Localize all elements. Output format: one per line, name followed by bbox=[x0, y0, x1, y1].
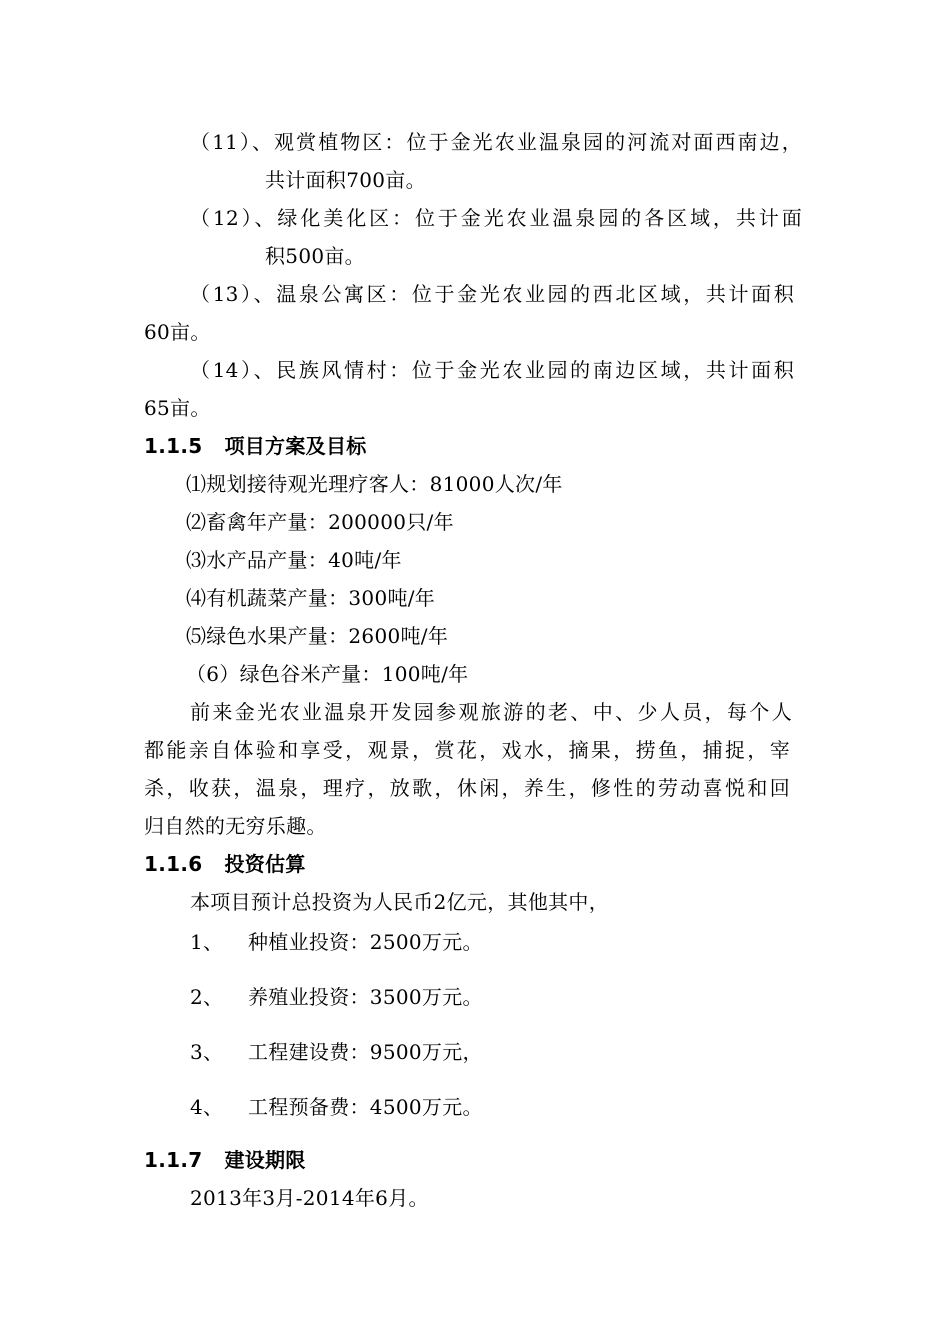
investment-item-4 bbox=[190, 1095, 483, 1119]
section-117-title: 建设期限 bbox=[224, 1148, 306, 1172]
zone-13-line1: （13）、温泉公寓区：位于金光农业园的西北区域，共计面积 bbox=[190, 282, 794, 306]
paragraph-line-2: 都能亲自体验和享受，观景，赏花，戏水，摘果，捞鱼，捕捉，宰 bbox=[144, 738, 790, 762]
target-item-2: ⑵畜禽年产量：200000只/年 bbox=[186, 510, 454, 534]
investment-item-2-number: 2、 bbox=[190, 985, 224, 1009]
section-115-number: 1.1.5 bbox=[144, 434, 203, 458]
construction-period: 2013年3月-2014年6月。 bbox=[190, 1186, 429, 1210]
target-item-6: （6）绿色谷米产量：100吨/年 bbox=[186, 662, 469, 686]
zone-13-line2: 60亩。 bbox=[144, 320, 211, 344]
zone-12-line1: （12）、绿化美化区：位于金光农业温泉园的各区域，共计面 bbox=[190, 206, 802, 230]
target-item-3: ⑶水产品产量：40吨/年 bbox=[186, 548, 402, 572]
target-item-4: ⑷有机蔬菜产量：300吨/年 bbox=[186, 586, 436, 610]
investment-item-1-text: 种植业投资：2500万元。 bbox=[248, 930, 483, 954]
zone-11-line1: （11）、观赏植物区：位于金光农业温泉园的河流对面西南边， bbox=[190, 130, 802, 154]
investment-intro: 本项目预计总投资为人民币2亿元，其他其中， bbox=[190, 890, 610, 914]
investment-item-1 bbox=[190, 930, 483, 954]
section-115-title: 项目方案及目标 bbox=[224, 434, 367, 458]
investment-item-3-number: 3、 bbox=[190, 1040, 224, 1064]
section-116-heading bbox=[144, 852, 306, 876]
section-116-number: 1.1.6 bbox=[144, 852, 203, 876]
investment-item-1-number: 1、 bbox=[190, 930, 224, 954]
investment-item-3-text: 工程建设费：9500万元， bbox=[248, 1040, 483, 1064]
investment-item-3 bbox=[190, 1040, 483, 1064]
zone-14-line1: （14）、民族风情村：位于金光农业园的南边区域，共计面积 bbox=[190, 358, 794, 382]
section-116-title: 投资估算 bbox=[224, 852, 306, 876]
zone-14-line2: 65亩。 bbox=[144, 396, 211, 420]
investment-item-2 bbox=[190, 985, 483, 1009]
zone-11-line2: 共计面积700亩。 bbox=[265, 168, 426, 192]
target-item-5: ⑸绿色水果产量：2600吨/年 bbox=[186, 624, 449, 648]
section-117-heading bbox=[144, 1148, 306, 1172]
section-115-heading bbox=[144, 434, 367, 458]
paragraph-line-3: 杀，收获，温泉，理疗，放歌，休闲，养生，修性的劳动喜悦和回 bbox=[144, 776, 790, 800]
investment-item-4-number: 4、 bbox=[190, 1095, 224, 1119]
target-item-1: ⑴规划接待观光理疗客人：81000人次/年 bbox=[186, 472, 563, 496]
paragraph-line-4: 归自然的无穷乐趣。 bbox=[144, 814, 327, 838]
paragraph-line-1: 前来金光农业温泉开发园参观旅游的老、中、少人员，每个人 bbox=[190, 700, 792, 724]
section-117-number: 1.1.7 bbox=[144, 1148, 203, 1172]
investment-item-2-text: 养殖业投资：3500万元。 bbox=[248, 985, 483, 1009]
zone-12-line2: 积500亩。 bbox=[265, 244, 365, 268]
investment-item-4-text: 工程预备费：4500万元。 bbox=[248, 1095, 483, 1119]
